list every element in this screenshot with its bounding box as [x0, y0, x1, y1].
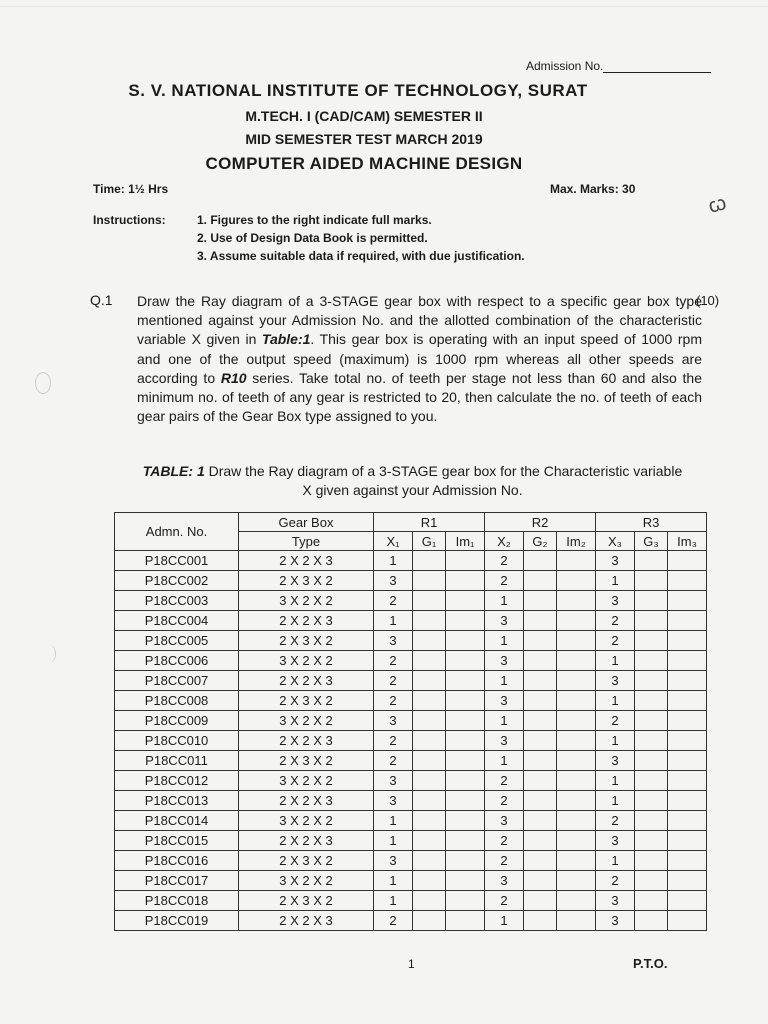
- table-cell: 2: [485, 571, 524, 591]
- table-cell: P18CC010: [115, 731, 239, 751]
- table-cell: [413, 851, 446, 871]
- instruction-item: 3. Assume suitable data if required, with due justification.: [197, 249, 525, 263]
- table-cell: [524, 651, 557, 671]
- table-cell: 1: [485, 671, 524, 691]
- table-cell: [557, 591, 596, 611]
- table-cell: 1: [596, 571, 635, 591]
- table-cell: [524, 891, 557, 911]
- table-cell: 3: [485, 731, 524, 751]
- table-cell: P18CC019: [115, 911, 239, 931]
- table-cell: [413, 831, 446, 851]
- table-cell: P18CC018: [115, 891, 239, 911]
- table-cell: 3: [596, 751, 635, 771]
- table-cell: [413, 591, 446, 611]
- table-cell: 1: [374, 891, 413, 911]
- page-top-border: [0, 6, 768, 7]
- table-cell: [413, 751, 446, 771]
- table-cell: 2 X 3 X 2: [239, 851, 374, 871]
- gearbox-table: [114, 512, 707, 931]
- table-cell: 3: [596, 591, 635, 611]
- table-cell: [557, 891, 596, 911]
- table-cell: [413, 891, 446, 911]
- admission-blank-line: [603, 61, 711, 73]
- table-body: [115, 551, 707, 931]
- table-cell: [668, 911, 707, 931]
- table-cell: [413, 911, 446, 931]
- table-row: [115, 791, 707, 811]
- table-row: [115, 871, 707, 891]
- header-r1: R1: [374, 513, 485, 532]
- table-cell: 2: [596, 871, 635, 891]
- table-cell: 2: [485, 891, 524, 911]
- table-cell: [446, 691, 485, 711]
- table-cell: [446, 891, 485, 911]
- table-cell: 3: [596, 551, 635, 571]
- table-row: [115, 851, 707, 871]
- table-cell: 2: [374, 731, 413, 751]
- subheader-im1: Im₁: [446, 532, 485, 551]
- pto-label: P.T.O.: [633, 956, 668, 971]
- table-cell: [446, 811, 485, 831]
- table-cell: 2 X 3 X 2: [239, 751, 374, 771]
- table-cell: 1: [596, 651, 635, 671]
- question-marks: (10): [696, 293, 720, 308]
- table-caption: [140, 462, 685, 500]
- question-text-part: Draw the Ray diagram of a 3-STAGE gear box with respect to a specific gear box type mentioned against your Admission No. and the allotted combination of the characteristic variable X given in: [137, 293, 702, 348]
- table-row: [115, 551, 707, 571]
- header-r2: R2: [485, 513, 596, 532]
- table-cell: 3: [485, 811, 524, 831]
- header-admn-no: Admn. No.: [115, 513, 239, 551]
- table-cell: 3 X 2 X 2: [239, 651, 374, 671]
- table-cell: 2 X 2 X 3: [239, 551, 374, 571]
- table-cell: P18CC013: [115, 791, 239, 811]
- table-row: [115, 691, 707, 711]
- instruction-item: 1. Figures to the right indicate full marks.: [197, 213, 432, 227]
- table-cell: [668, 711, 707, 731]
- table-cell: [635, 871, 668, 891]
- table-cell: [635, 691, 668, 711]
- table-cell: [446, 631, 485, 651]
- table-cell: 1: [596, 691, 635, 711]
- table-cell: P18CC008: [115, 691, 239, 711]
- table-cell: P18CC001: [115, 551, 239, 571]
- table-cell: 3 X 2 X 2: [239, 771, 374, 791]
- table-cell: [635, 591, 668, 611]
- question-text-part: series. Take total no. of teeth per stage not less than 60 and also the minimum no. of teeth of any gear is restricted to 20, then calculate the no. of teeth of each gear pairs of the Gear Box type assigned to you.: [137, 369, 702, 425]
- table-cell: [413, 631, 446, 651]
- table-row: [115, 611, 707, 631]
- table-cell: [635, 911, 668, 931]
- table-cell: 3: [596, 831, 635, 851]
- table-cell: 3 X 2 X 2: [239, 871, 374, 891]
- table-row: [115, 751, 707, 771]
- table-cell: P18CC015: [115, 831, 239, 851]
- table-cell: [524, 551, 557, 571]
- table-cell: 1: [485, 911, 524, 931]
- table-cell: 3 X 2 X 2: [239, 711, 374, 731]
- table-cell: [413, 691, 446, 711]
- table-cell: [557, 631, 596, 651]
- subheader-g2: G₂: [524, 532, 557, 551]
- question-text: [137, 292, 702, 426]
- table-cell: 2: [485, 551, 524, 571]
- table-cell: [524, 691, 557, 711]
- handwritten-mark: ꞷ: [705, 190, 730, 218]
- table-cell: 3: [374, 631, 413, 651]
- table-cell: [413, 811, 446, 831]
- table-cell: [557, 911, 596, 931]
- table-cell: 3: [374, 771, 413, 791]
- table-cell: 2 X 2 X 3: [239, 831, 374, 851]
- table-cell: [668, 791, 707, 811]
- subheader-x3: X₃: [596, 532, 635, 551]
- table-cell: [635, 711, 668, 731]
- table-cell: 3: [374, 711, 413, 731]
- table-cell: 3: [374, 851, 413, 871]
- table-cell: 2: [485, 831, 524, 851]
- table-cell: 2: [596, 711, 635, 731]
- table-cell: 2 X 2 X 3: [239, 671, 374, 691]
- table-cell: [446, 591, 485, 611]
- table-cell: [446, 851, 485, 871]
- table-cell: [557, 571, 596, 591]
- table-cell: [446, 651, 485, 671]
- table-cell: [635, 551, 668, 571]
- table-cell: [668, 731, 707, 751]
- table-cell: 2 X 3 X 2: [239, 891, 374, 911]
- table-cell: [668, 751, 707, 771]
- table-row: [115, 771, 707, 791]
- table-cell: [557, 651, 596, 671]
- table-cell: P18CC012: [115, 771, 239, 791]
- table-row: [115, 631, 707, 651]
- table-cell: 1: [596, 791, 635, 811]
- table-cell: 2: [485, 771, 524, 791]
- table-cell: [668, 631, 707, 651]
- table-cell: [524, 671, 557, 691]
- subheader-im3: Im₃: [668, 532, 707, 551]
- table-cell: 3: [485, 651, 524, 671]
- subheader-x1: X₁: [374, 532, 413, 551]
- table-cell: [668, 691, 707, 711]
- table-cell: 2: [485, 791, 524, 811]
- table-cell: [413, 651, 446, 671]
- table-row: [115, 731, 707, 751]
- table-cell: [524, 811, 557, 831]
- table-cell: 2: [596, 611, 635, 631]
- table-cell: [668, 571, 707, 591]
- table-cell: 1: [485, 751, 524, 771]
- table-cell: [413, 551, 446, 571]
- table-cell: [524, 711, 557, 731]
- table-cell: [446, 791, 485, 811]
- table-cell: 2 X 2 X 3: [239, 911, 374, 931]
- table-cell: 3: [374, 791, 413, 811]
- table-cell: [635, 611, 668, 631]
- table-row: [115, 571, 707, 591]
- table-cell: [668, 651, 707, 671]
- table-cell: 3: [374, 571, 413, 591]
- table-cell: 2 X 3 X 2: [239, 571, 374, 591]
- table-cell: [446, 831, 485, 851]
- table-cell: [524, 731, 557, 751]
- table-cell: [413, 791, 446, 811]
- instruction-item: 2. Use of Design Data Book is permitted.: [197, 231, 428, 245]
- table-cell: P18CC003: [115, 591, 239, 611]
- table-cell: 1: [485, 631, 524, 651]
- institute-name: S. V. NATIONAL INSTITUTE OF TECHNOLOGY, SURAT: [128, 81, 588, 100]
- admission-label: Admission No.: [526, 59, 604, 73]
- header-r3: R3: [596, 513, 707, 532]
- table-cell: 1: [374, 551, 413, 571]
- table-caption-label: TABLE: 1: [142, 463, 205, 479]
- table-cell: [635, 771, 668, 791]
- table-cell: [524, 851, 557, 871]
- table-cell: [524, 911, 557, 931]
- table-cell: [524, 571, 557, 591]
- programme-title: M.TECH. I (CAD/CAM) SEMESTER II: [245, 108, 483, 124]
- table-cell: [557, 731, 596, 751]
- table-cell: [557, 871, 596, 891]
- table-cell: 1: [485, 591, 524, 611]
- table-row: [115, 671, 707, 691]
- subheader-x2: X₂: [485, 532, 524, 551]
- table-cell: P18CC005: [115, 631, 239, 651]
- table-cell: [635, 671, 668, 691]
- table-cell: [668, 671, 707, 691]
- table-cell: [668, 591, 707, 611]
- table-row: [115, 831, 707, 851]
- table-cell: P18CC011: [115, 751, 239, 771]
- punch-hole-mark: [35, 372, 51, 394]
- table-cell: 1: [374, 811, 413, 831]
- table-cell: 2: [374, 691, 413, 711]
- table-cell: [413, 731, 446, 751]
- table-cell: [635, 891, 668, 911]
- table-cell: 3 X 2 X 2: [239, 811, 374, 831]
- table-row: [115, 711, 707, 731]
- table-cell: 3: [485, 871, 524, 891]
- table-cell: [524, 751, 557, 771]
- table-cell: P18CC014: [115, 811, 239, 831]
- table-header-row: [115, 513, 707, 532]
- subheader-g1: G₁: [413, 532, 446, 551]
- subject-title: COMPUTER AIDED MACHINE DESIGN: [205, 154, 523, 173]
- header-gear-box: Gear Box: [239, 513, 374, 532]
- question-number: Q.1: [90, 292, 113, 308]
- table-cell: [446, 611, 485, 631]
- table-cell: [524, 831, 557, 851]
- table-cell: [524, 611, 557, 631]
- table-cell: 2: [374, 671, 413, 691]
- table-row: [115, 591, 707, 611]
- table-cell: [446, 771, 485, 791]
- table-row: [115, 891, 707, 911]
- table-cell: P18CC016: [115, 851, 239, 871]
- table-cell: 2 X 2 X 3: [239, 611, 374, 631]
- table-cell: [635, 811, 668, 831]
- table-cell: [557, 771, 596, 791]
- time-duration: Time: 1½ Hrs: [93, 182, 169, 196]
- table-cell: 3: [596, 891, 635, 911]
- table-row: [115, 811, 707, 831]
- table-cell: [635, 731, 668, 751]
- table-cell: [635, 631, 668, 651]
- table-cell: [446, 551, 485, 571]
- table-cell: [635, 651, 668, 671]
- table-cell: [413, 611, 446, 631]
- punch-hole-mark: [43, 645, 56, 663]
- table-cell: [524, 591, 557, 611]
- table-cell: P18CC006: [115, 651, 239, 671]
- table-cell: 2: [485, 851, 524, 871]
- exam-title: MID SEMESTER TEST MARCH 2019: [245, 131, 483, 147]
- table-cell: 2: [374, 751, 413, 771]
- table-cell: [557, 851, 596, 871]
- table-row: [115, 651, 707, 671]
- table-cell: [446, 711, 485, 731]
- table-cell: [557, 691, 596, 711]
- table-cell: 2: [374, 651, 413, 671]
- table-cell: 1: [374, 611, 413, 631]
- table-cell: 3: [485, 691, 524, 711]
- table-cell: [413, 671, 446, 691]
- table-cell: [668, 891, 707, 911]
- table-cell: [446, 871, 485, 891]
- table-cell: [557, 811, 596, 831]
- table-cell: 1: [485, 711, 524, 731]
- table-cell: [668, 551, 707, 571]
- table-cell: [635, 831, 668, 851]
- table-cell: [413, 711, 446, 731]
- table-cell: [557, 611, 596, 631]
- table-cell: [557, 791, 596, 811]
- max-marks: Max. Marks: 30: [550, 182, 636, 196]
- table-cell: [668, 851, 707, 871]
- table-cell: [446, 731, 485, 751]
- table-cell: [413, 771, 446, 791]
- table-cell: 2: [596, 631, 635, 651]
- table-cell: [446, 671, 485, 691]
- table-cell: [635, 571, 668, 591]
- table-cell: 2: [374, 591, 413, 611]
- question-text-part: . This gear box is operating with an input speed of 1000 rpm and one of the output speed (maximum) is 1000 rpm whereas all other speeds are according to: [137, 331, 702, 386]
- table-reference: Table:1: [261, 331, 311, 348]
- table-cell: 2 X 3 X 2: [239, 631, 374, 651]
- table-cell: [524, 871, 557, 891]
- table-cell: [446, 571, 485, 591]
- table-row: [115, 911, 707, 931]
- table-cell: [668, 811, 707, 831]
- table-cell: [668, 611, 707, 631]
- table-cell: P18CC009: [115, 711, 239, 731]
- subheader-im2: Im₂: [557, 532, 596, 551]
- table-cell: [413, 871, 446, 891]
- table-cell: 1: [596, 771, 635, 791]
- subheader-g3: G₃: [635, 532, 668, 551]
- series-reference: R10: [220, 369, 247, 386]
- table-cell: [524, 631, 557, 651]
- table-cell: 1: [374, 871, 413, 891]
- table-cell: 2 X 2 X 3: [239, 791, 374, 811]
- table-cell: [557, 751, 596, 771]
- table-cell: 1: [374, 831, 413, 851]
- table-cell: [524, 771, 557, 791]
- table-cell: [446, 911, 485, 931]
- table-cell: [668, 871, 707, 891]
- table-cell: P18CC004: [115, 611, 239, 631]
- table-cell: 3: [596, 911, 635, 931]
- table-cell: [635, 791, 668, 811]
- table-cell: [524, 791, 557, 811]
- table-caption-text: Draw the Ray diagram of a 3-STAGE gear box for the Characteristic variable X given against your Admission No.: [204, 463, 683, 498]
- table-cell: [668, 771, 707, 791]
- table-cell: [557, 671, 596, 691]
- table-cell: 3: [485, 611, 524, 631]
- table-cell: P18CC002: [115, 571, 239, 591]
- table-cell: 2: [374, 911, 413, 931]
- table-cell: 3 X 2 X 2: [239, 591, 374, 611]
- table-cell: 2 X 3 X 2: [239, 691, 374, 711]
- header-type: Type: [239, 532, 374, 551]
- table-cell: [413, 571, 446, 591]
- table-cell: 2: [596, 811, 635, 831]
- table-cell: [557, 831, 596, 851]
- table-cell: P18CC017: [115, 871, 239, 891]
- table-cell: [635, 851, 668, 871]
- admission-number-field: [526, 59, 711, 73]
- table-cell: P18CC007: [115, 671, 239, 691]
- table-cell: [668, 831, 707, 851]
- table-cell: 1: [596, 731, 635, 751]
- table-cell: [635, 751, 668, 771]
- table-cell: [446, 751, 485, 771]
- table-cell: 1: [596, 851, 635, 871]
- table-cell: [557, 551, 596, 571]
- table-cell: [557, 711, 596, 731]
- table-cell: 3: [596, 671, 635, 691]
- page-number: 1: [408, 957, 415, 971]
- instructions-label: Instructions:: [93, 213, 166, 227]
- table-cell: 2 X 2 X 3: [239, 731, 374, 751]
